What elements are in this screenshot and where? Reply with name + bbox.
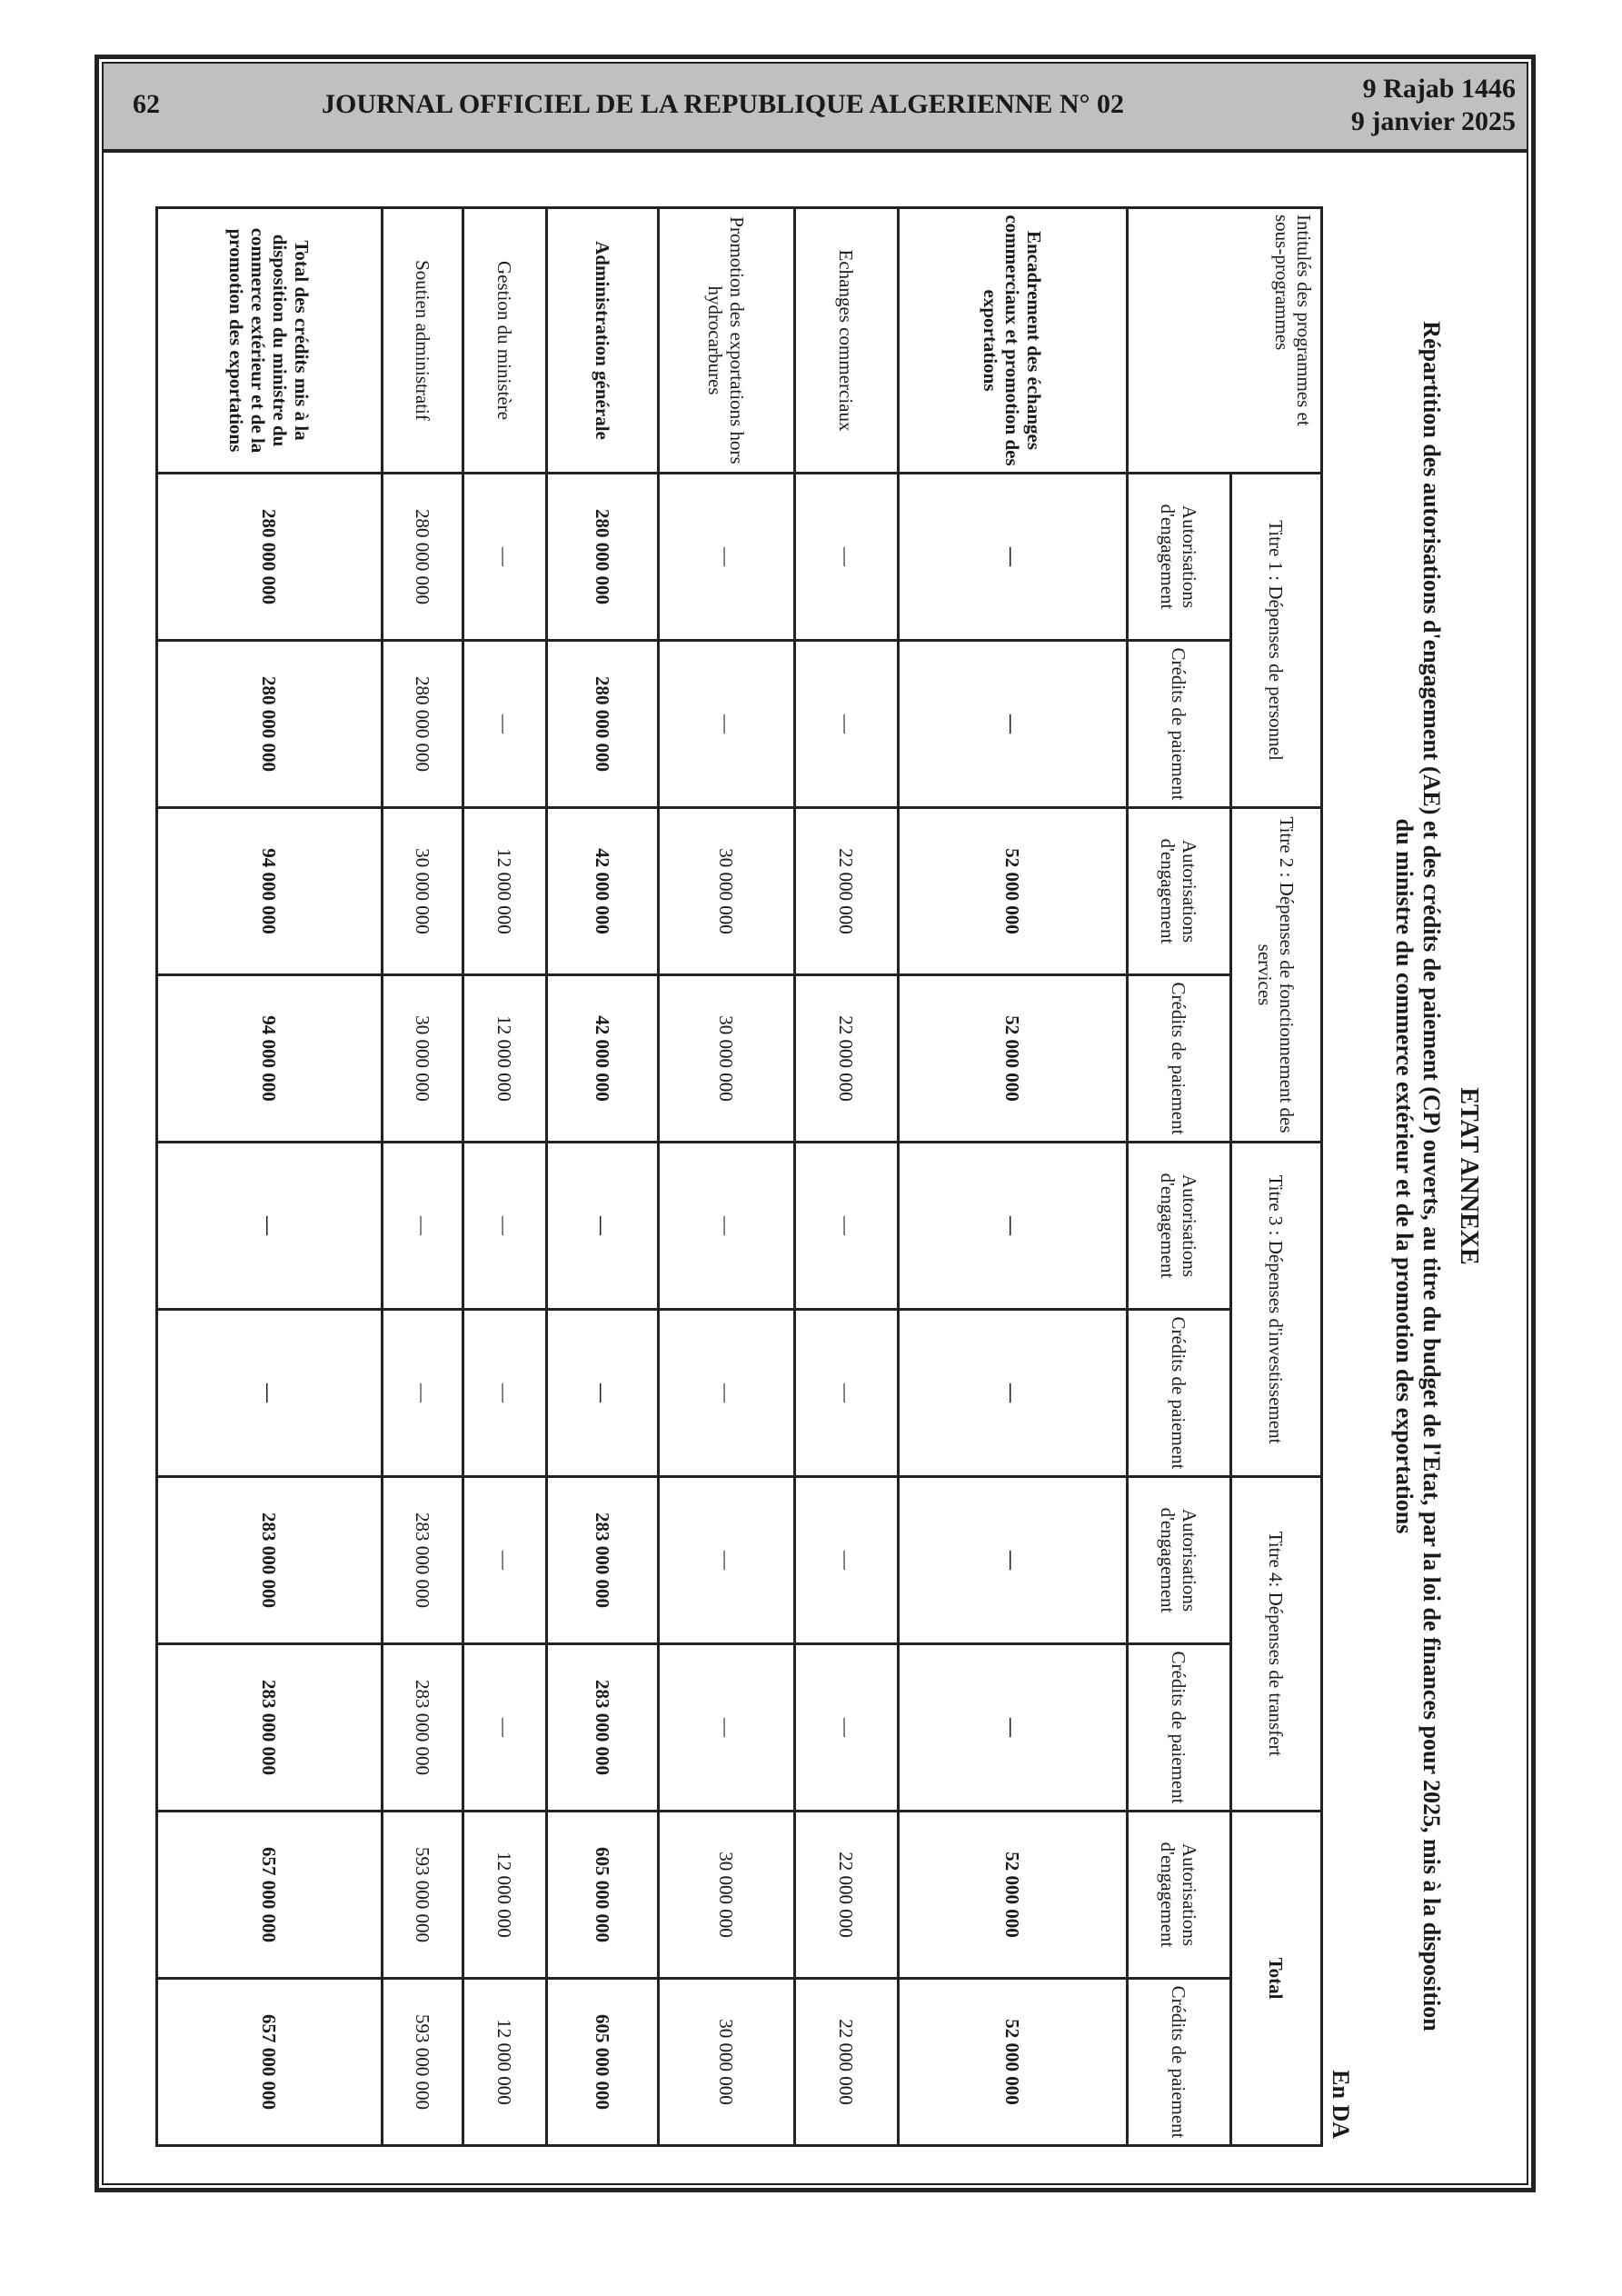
value-cell: 52 000 000	[899, 808, 1128, 975]
value-cell: 280 000 000	[157, 641, 383, 808]
value-cell: 280 000 000	[547, 474, 659, 641]
annex-title-block	[1323, 206, 1490, 2146]
value-cell: 30 000 000	[383, 808, 463, 975]
value-cell: —	[463, 641, 547, 808]
row-label: Soutien administratif	[383, 208, 463, 474]
value-cell: —	[547, 1310, 659, 1477]
value-cell: 593 000 000	[383, 1979, 463, 2146]
row-label: Echanges commerciaux	[795, 208, 899, 474]
value-cell: 280 000 000	[547, 641, 659, 808]
value-cell: —	[463, 1310, 547, 1477]
value-cell: 657 000 000	[157, 1979, 383, 2146]
value-cell: —	[899, 474, 1128, 641]
value-cell: —	[795, 1310, 899, 1477]
value-cell: 283 000 000	[383, 1477, 463, 1644]
value-cell: 94 000 000	[157, 808, 383, 975]
subheader-ae: Autorisations d'engagement	[1128, 474, 1231, 641]
value-cell: —	[463, 1477, 547, 1644]
value-cell: 657 000 000	[157, 1812, 383, 1979]
date-gregorian: 9 janvier 2025	[1350, 106, 1516, 136]
value-cell: —	[659, 1644, 795, 1812]
table-row	[659, 208, 795, 2146]
group-header-total: Total	[1231, 1812, 1322, 2146]
subheader-cp: Crédits de paiement	[1128, 1979, 1231, 2146]
value-cell: 52 000 000	[899, 1979, 1128, 2146]
value-cell: 593 000 000	[383, 1812, 463, 1979]
row-label: Gestion du ministère	[463, 208, 547, 474]
value-cell: 283 000 000	[157, 1477, 383, 1644]
value-cell: —	[659, 1477, 795, 1644]
value-cell: —	[899, 1644, 1128, 1812]
value-cell: 605 000 000	[547, 1812, 659, 1979]
value-cell: 283 000 000	[157, 1644, 383, 1812]
value-cell: 12 000 000	[463, 808, 547, 975]
value-cell: —	[795, 474, 899, 641]
value-cell: —	[463, 1143, 547, 1310]
subheader-cp: Crédits de paiement	[1128, 1644, 1231, 1812]
group-header-titre2: Titre 2 : Dépenses de fonctionnement des services	[1231, 808, 1322, 1143]
subheader-ae: Autorisations d'engagement	[1128, 1143, 1231, 1310]
issue-date	[1351, 73, 1516, 138]
row-label: Encadrement des échanges commerciaux et promotion des exportations	[899, 208, 1128, 474]
value-cell: 283 000 000	[383, 1644, 463, 1812]
value-cell: 22 000 000	[795, 1812, 899, 1979]
table-row	[463, 208, 547, 2146]
subheader-ae: Autorisations d'engagement	[1128, 1812, 1231, 1979]
table-row	[157, 208, 383, 2146]
table-row	[383, 208, 463, 2146]
subheader-ae: Autorisations d'engagement	[1128, 1477, 1231, 1644]
value-cell: —	[157, 1143, 383, 1310]
date-hijri: 9 Rajab 1446	[1362, 74, 1516, 104]
value-cell: —	[383, 1143, 463, 1310]
row-label: Promotion des exportations hors hydrocarbures	[659, 208, 795, 474]
subheader-ae: Autorisations d'engagement	[1128, 808, 1231, 975]
value-cell: 280 000 000	[383, 474, 463, 641]
page-number: 62	[133, 89, 160, 119]
value-cell: 94 000 000	[157, 975, 383, 1143]
value-cell: 30 000 000	[659, 975, 795, 1143]
annex-title: ETAT ANNEXE	[1455, 1087, 1483, 1265]
value-cell: —	[463, 1644, 547, 1812]
group-header-titre1: Titre 1 : Dépenses de personnel	[1231, 474, 1322, 808]
value-cell: —	[659, 474, 795, 641]
value-cell: 22 000 000	[795, 975, 899, 1143]
value-cell: 30 000 000	[659, 1979, 795, 2146]
row-label: Administration générale	[547, 208, 659, 474]
value-cell: 22 000 000	[795, 808, 899, 975]
value-cell: —	[659, 641, 795, 808]
value-cell: 42 000 000	[547, 975, 659, 1143]
table-row	[795, 208, 899, 2146]
value-cell: 12 000 000	[463, 1979, 547, 2146]
value-cell: —	[795, 1143, 899, 1310]
value-cell: —	[795, 1644, 899, 1812]
subheader-cp: Crédits de paiement	[1128, 641, 1231, 808]
value-cell: 280 000 000	[157, 474, 383, 641]
value-cell: —	[659, 1143, 795, 1310]
value-cell: —	[547, 1143, 659, 1310]
annex-subtitle: Répartition des autorisations d'engagement (AE) et des crédits de paiement (CP) ouverts, au titre du budget de l'Etat, par la loi de finances pour 2025, mis à la disposition du ministre du commerce extérieur et de la promotion des exportations	[1391, 321, 1445, 2031]
table-row	[547, 208, 659, 2146]
value-cell: 605 000 000	[547, 1979, 659, 2146]
value-cell: —	[899, 1310, 1128, 1477]
value-cell: 30 000 000	[659, 1812, 795, 1979]
value-cell: —	[899, 641, 1128, 808]
value-cell: 12 000 000	[463, 975, 547, 1143]
value-cell: 52 000 000	[899, 1812, 1128, 1979]
value-cell: —	[795, 1477, 899, 1644]
group-header-titre4: Titre 4: Dépenses de transfert	[1231, 1477, 1322, 1812]
value-cell: 12 000 000	[463, 1812, 547, 1979]
budget-table	[155, 206, 1323, 2147]
journal-header	[104, 64, 1527, 153]
value-cell: 283 000 000	[547, 1644, 659, 1812]
table-row	[899, 208, 1128, 2146]
value-cell: 30 000 000	[659, 808, 795, 975]
label-header: Intitulés des programmes et sous-programmes	[1128, 208, 1322, 474]
unit-label: En DA	[1328, 2070, 1354, 2139]
value-cell: —	[383, 1310, 463, 1477]
subheader-cp: Crédits de paiement	[1128, 1310, 1231, 1477]
value-cell: —	[463, 474, 547, 641]
value-cell: 52 000 000	[899, 975, 1128, 1143]
value-cell: 22 000 000	[795, 1979, 899, 2146]
value-cell: —	[157, 1310, 383, 1477]
rotated-annex	[158, 206, 1490, 2146]
journal-title: JOURNAL OFFICIEL DE LA REPUBLIQUE ALGERIENNE N° 02	[322, 89, 1124, 119]
value-cell: 42 000 000	[547, 808, 659, 975]
value-cell: —	[899, 1143, 1128, 1310]
row-label: Total des crédits mis à la disposition du ministre du commerce extérieur et de la promotion des exportations	[157, 208, 383, 474]
value-cell: —	[795, 641, 899, 808]
value-cell: —	[659, 1310, 795, 1477]
subheader-cp: Crédits de paiement	[1128, 975, 1231, 1143]
group-header-titre3: Titre 3 : Dépenses d'investissement	[1231, 1143, 1322, 1477]
value-cell: —	[899, 1477, 1128, 1644]
value-cell: 30 000 000	[383, 975, 463, 1143]
value-cell: 283 000 000	[547, 1477, 659, 1644]
value-cell: 280 000 000	[383, 641, 463, 808]
